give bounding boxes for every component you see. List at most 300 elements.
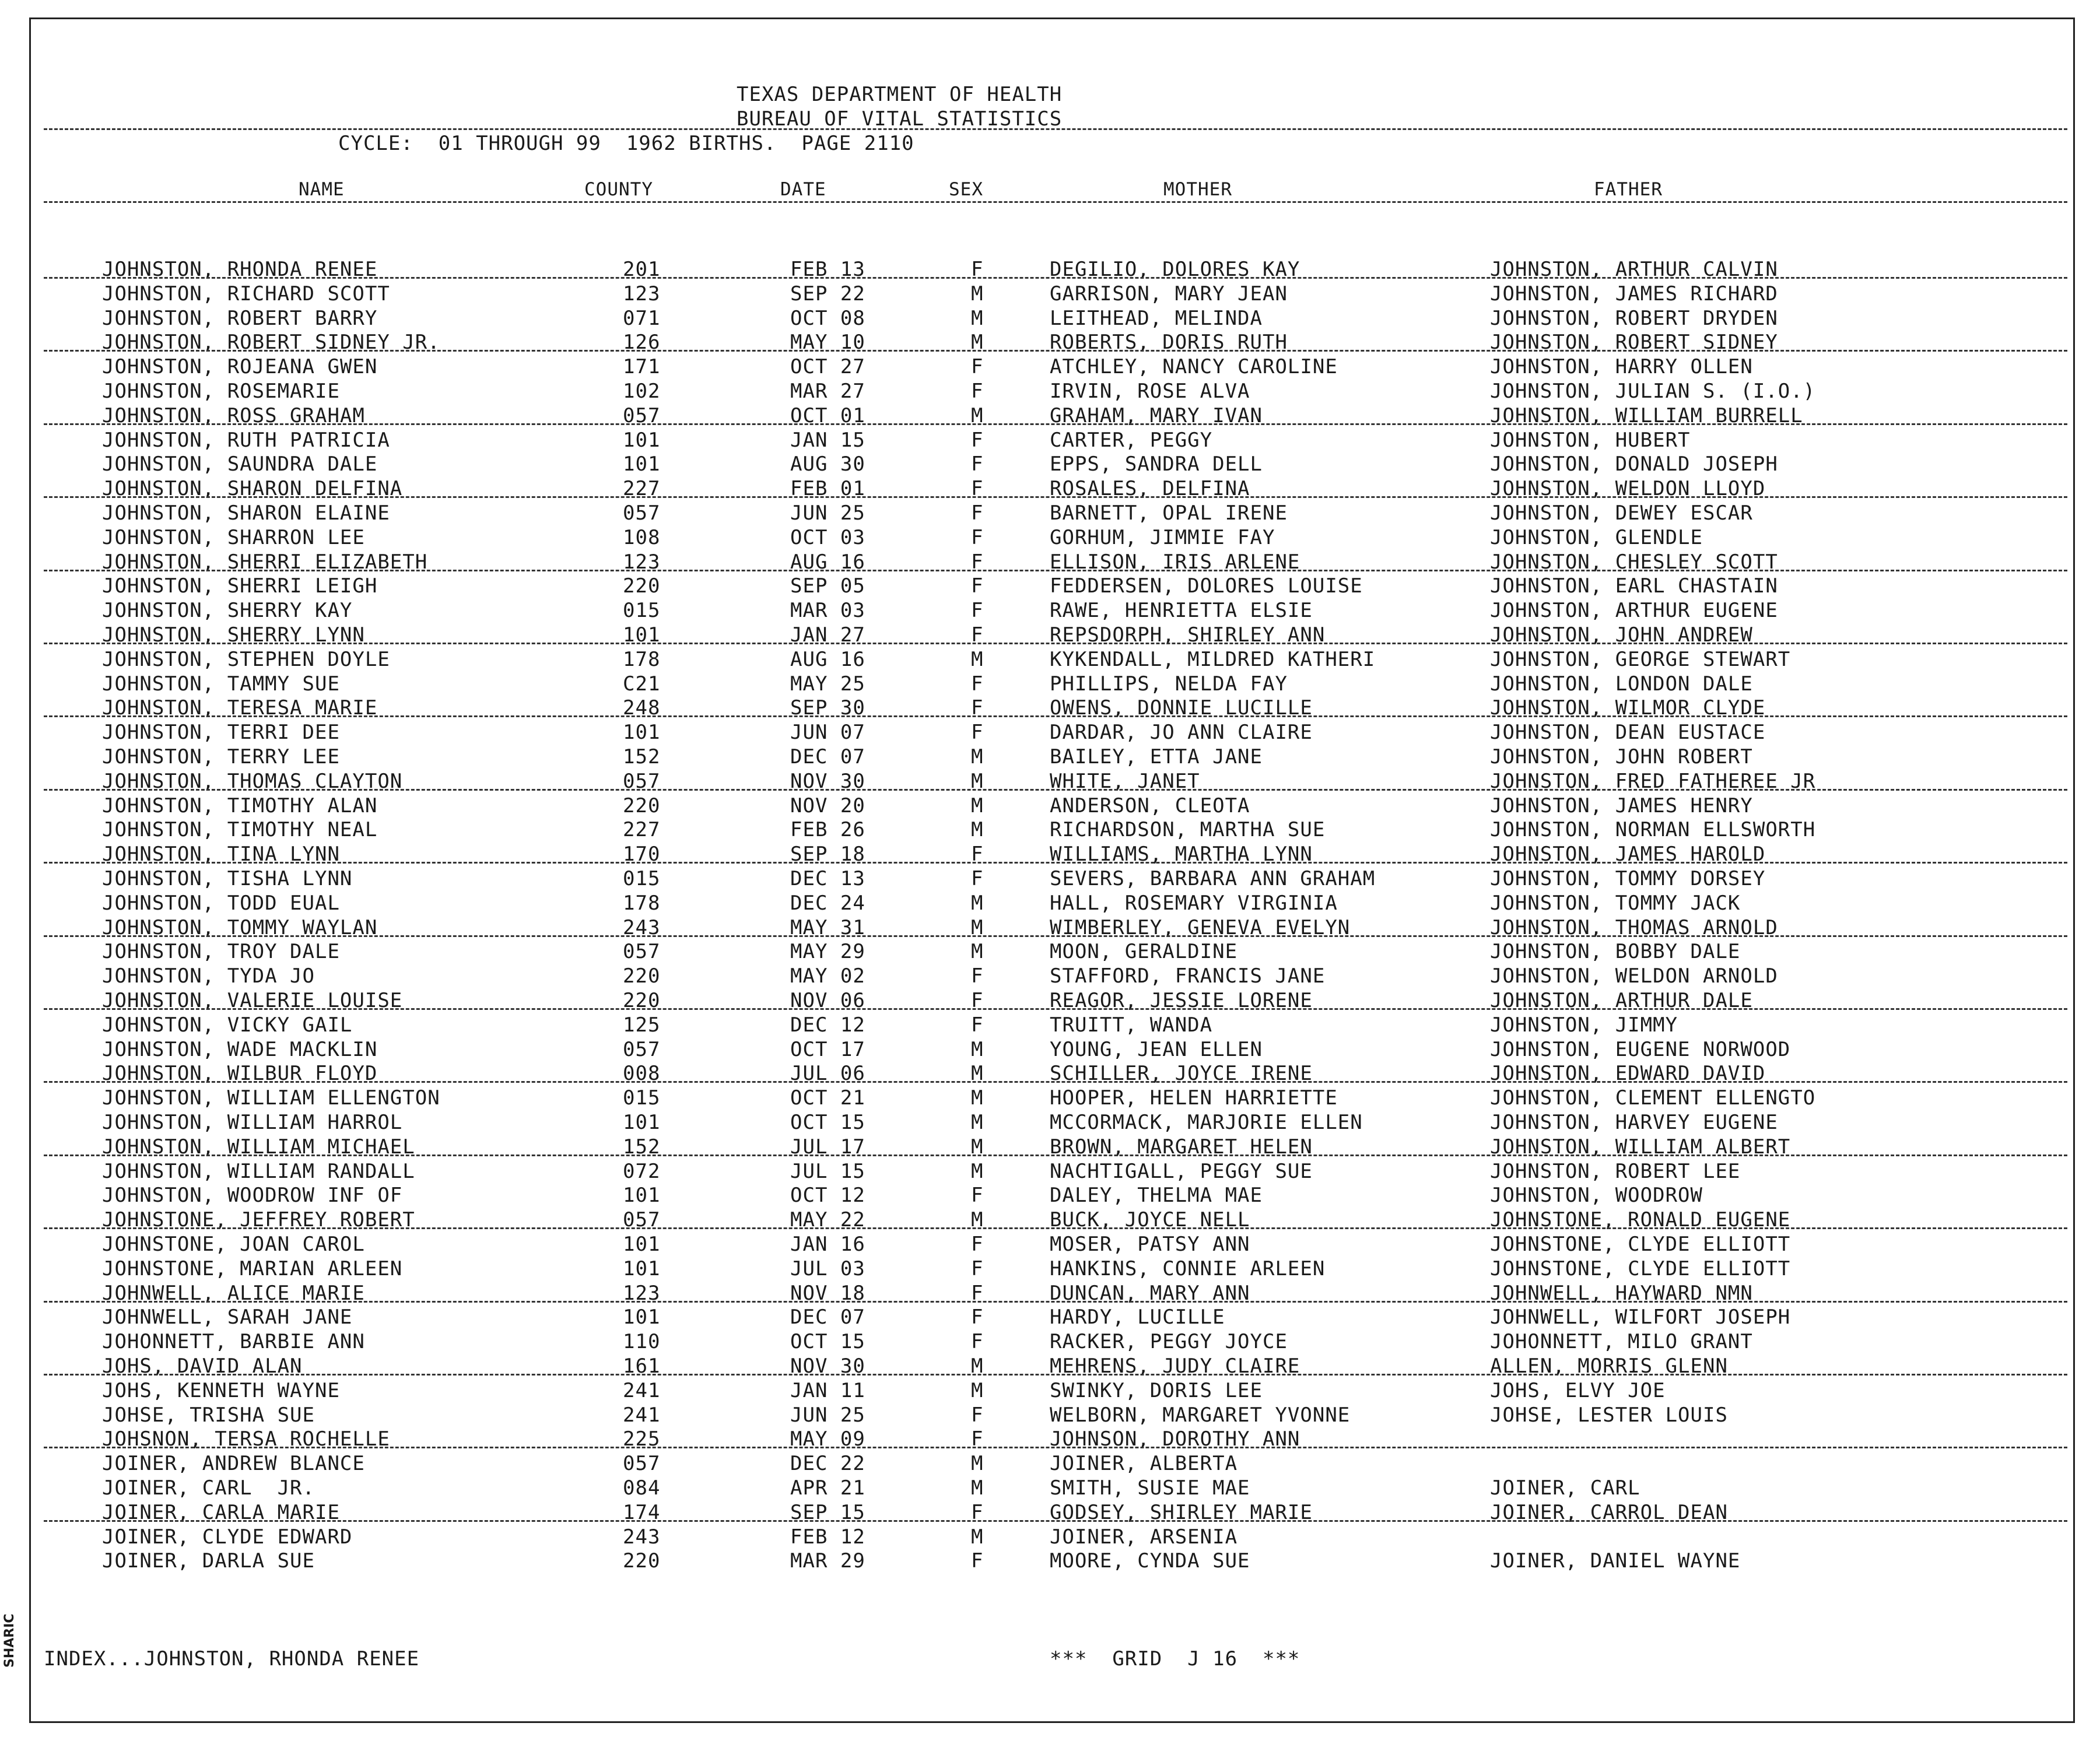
- record-name: JOHNWELL, ALICE MARIE: [102, 1281, 365, 1305]
- record-mother: WHITE, JANET: [1050, 769, 1200, 793]
- record-name: JOHNSTON, SHARON ELAINE: [102, 501, 390, 525]
- record-name: JOHNSTON, ROBERT BARRY: [102, 306, 378, 330]
- record-sex: F: [971, 1257, 984, 1280]
- record-county: 101: [623, 1233, 661, 1256]
- record-mother: LEITHEAD, MELINDA: [1050, 306, 1263, 330]
- record-row: [0, 1232, 2100, 1257]
- record-father: JOHNWELL, WILFORT JOSEPH: [1490, 1306, 1791, 1329]
- record-mother: GODSEY, SHIRLEY MARIE: [1050, 1500, 1313, 1524]
- record-father: JOHNSTON, THOMAS ARNOLD: [1490, 915, 1778, 939]
- record-row: [0, 623, 2100, 647]
- record-row: [0, 306, 2100, 331]
- record-father: JOHNSTON, ARTHUR DALE: [1490, 989, 1753, 1012]
- record-mother: WELBORN, MARGARET YVONNE: [1050, 1403, 1351, 1427]
- record-date: NOV 18: [790, 1281, 865, 1305]
- record-mother: MCCORMACK, MARJORIE ELLEN: [1050, 1111, 1363, 1134]
- record-row: [0, 1257, 2100, 1281]
- record-mother: MOSER, PATSY ANN: [1050, 1233, 1250, 1256]
- record-date: JAN 27: [790, 623, 865, 647]
- record-date: MAY 25: [790, 672, 865, 696]
- record-sex: F: [971, 1403, 984, 1427]
- record-row: [0, 696, 2100, 720]
- record-date: JUN 07: [790, 721, 865, 745]
- record-sex: M: [971, 647, 984, 671]
- record-sex: F: [971, 1427, 984, 1451]
- record-row: [0, 476, 2100, 501]
- record-date: DEC 12: [790, 1013, 865, 1037]
- record-name: JOINER, CARLA MARIE: [102, 1500, 340, 1524]
- record-father: JOHNSTON, CHESLEY SCOTT: [1490, 550, 1778, 574]
- record-mother: OWENS, DONNIE LUCILLE: [1050, 696, 1313, 720]
- record-sex: F: [971, 843, 984, 866]
- record-sex: M: [971, 331, 984, 355]
- record-sex: F: [971, 501, 984, 525]
- record-mother: MOON, GERALDINE: [1050, 940, 1238, 964]
- record-date: NOV 30: [790, 1355, 865, 1378]
- record-mother: RICHARDSON, MARTHA SUE: [1050, 818, 1326, 842]
- record-father: JOHNSTON, BOBBY DALE: [1490, 940, 1741, 964]
- record-father: JOHNSTON, CLEMENT ELLENGTO: [1490, 1086, 1816, 1110]
- record-row: [0, 720, 2100, 745]
- record-row: [0, 988, 2100, 1013]
- record-county: 170: [623, 843, 661, 866]
- record-county: 126: [623, 331, 661, 355]
- record-row: [0, 1378, 2100, 1403]
- record-county: 241: [623, 1378, 661, 1402]
- record-name: JOHNSTON, WADE MACKLIN: [102, 1037, 378, 1061]
- record-county: 243: [623, 915, 661, 939]
- record-name: JOHSNON, TERSA ROCHELLE: [102, 1427, 390, 1451]
- record-date: JAN 15: [790, 428, 865, 452]
- record-father: JOHNSTON, JAMES HENRY: [1490, 794, 1753, 817]
- record-sex: M: [971, 1037, 984, 1061]
- record-county: 220: [623, 1549, 661, 1573]
- record-sex: M: [971, 306, 984, 330]
- record-sex: F: [971, 1330, 984, 1354]
- record-mother: REAGOR, JESSIE LORENE: [1050, 989, 1313, 1012]
- record-father: JOHNSTON, ROBERT DRYDEN: [1490, 306, 1778, 330]
- record-sex: F: [971, 964, 984, 988]
- column-header-date: DATE: [780, 179, 826, 200]
- record-date: SEP 15: [790, 1500, 865, 1524]
- record-row: [0, 769, 2100, 794]
- record-father: JOHNSTON, ARTHUR EUGENE: [1490, 599, 1778, 623]
- record-mother: ATCHLEY, NANCY CAROLINE: [1050, 355, 1338, 379]
- record-mother: HANKINS, CONNIE ARLEEN: [1050, 1257, 1326, 1280]
- record-county: 161: [623, 1355, 661, 1378]
- record-date: FEB 12: [790, 1525, 865, 1549]
- record-date: JUL 06: [790, 1062, 865, 1086]
- record-name: JOHNSTONE, JEFFREY ROBERT: [102, 1208, 415, 1232]
- record-father: JOHNSTON, ROBERT SIDNEY: [1490, 331, 1778, 355]
- record-name: JOHNSTON, TYDA JO: [102, 964, 315, 988]
- record-father: JOHNSTON, LONDON DALE: [1490, 672, 1753, 696]
- record-date: JAN 16: [790, 1233, 865, 1256]
- record-mother: JOHNSON, DOROTHY ANN: [1050, 1427, 1300, 1451]
- record-county: 241: [623, 1403, 661, 1427]
- record-father: JOHNSTON, JOHN ROBERT: [1490, 745, 1753, 769]
- record-father: JOHNSTON, DONALD JOSEPH: [1490, 452, 1778, 476]
- record-county: 057: [623, 769, 661, 793]
- record-row: [0, 672, 2100, 696]
- column-header-father: FATHER: [1594, 179, 1663, 200]
- record-county: 101: [623, 1111, 661, 1134]
- record-county: 225: [623, 1427, 661, 1451]
- record-date: JAN 11: [790, 1378, 865, 1402]
- record-mother: ROBERTS, DORIS RUTH: [1050, 331, 1288, 355]
- record-sex: F: [971, 355, 984, 379]
- record-father: JOHNSTON, JULIAN S. (I.O.): [1490, 380, 1816, 403]
- record-sex: F: [971, 1013, 984, 1037]
- record-county: 101: [623, 428, 661, 452]
- record-county: 171: [623, 355, 661, 379]
- record-date: OCT 01: [790, 403, 865, 427]
- record-name: JOINER, CARL JR.: [102, 1476, 315, 1500]
- record-county: 174: [623, 1500, 661, 1524]
- record-name: JOHNSTON, TIMOTHY NEAL: [102, 818, 378, 842]
- record-sex: F: [971, 623, 984, 647]
- record-sex: M: [971, 818, 984, 842]
- record-date: MAY 09: [790, 1427, 865, 1451]
- record-date: OCT 15: [790, 1330, 865, 1354]
- column-header-sex: SEX: [949, 179, 983, 200]
- record-row: [0, 1110, 2100, 1135]
- header-divider: [44, 128, 2067, 130]
- record-county: 178: [623, 647, 661, 671]
- record-county: 102: [623, 380, 661, 403]
- record-date: FEB 26: [790, 818, 865, 842]
- record-row: [0, 1037, 2100, 1062]
- record-row: [0, 1329, 2100, 1354]
- record-name: JOHNSTON, TODD EUAL: [102, 891, 340, 915]
- record-name: JOHNWELL, SARAH JANE: [102, 1306, 353, 1329]
- record-row: [0, 428, 2100, 452]
- record-row: [0, 574, 2100, 598]
- record-sex: F: [971, 1306, 984, 1329]
- record-row: [0, 647, 2100, 672]
- record-name: JOHNSTON, WILBUR FLOYD: [102, 1062, 378, 1086]
- record-date: OCT 08: [790, 306, 865, 330]
- record-name: JOHNSTON, ROBERT SIDNEY JR.: [102, 331, 440, 355]
- record-row: [0, 257, 2100, 282]
- record-county: 057: [623, 1452, 661, 1476]
- record-father: JOHNSTON, GEORGE STEWART: [1490, 647, 1791, 671]
- record-sex: M: [971, 915, 984, 939]
- record-row: [0, 1208, 2100, 1232]
- record-name: JOHNSTON, WILLIAM ELLENGTON: [102, 1086, 440, 1110]
- record-name: JOHSE, TRISHA SUE: [102, 1403, 315, 1427]
- record-row: [0, 1451, 2100, 1476]
- record-mother: BARNETT, OPAL IRENE: [1050, 501, 1288, 525]
- record-county: 015: [623, 599, 661, 623]
- record-date: OCT 03: [790, 525, 865, 549]
- column-header-divider: [44, 201, 2067, 203]
- record-mother: SMITH, SUSIE MAE: [1050, 1476, 1250, 1500]
- record-county: 057: [623, 403, 661, 427]
- record-county: 108: [623, 525, 661, 549]
- record-mother: JOINER, ARSENIA: [1050, 1525, 1238, 1549]
- record-mother: GORHUM, JIMMIE FAY: [1050, 525, 1275, 549]
- record-mother: BAILEY, ETTA JANE: [1050, 745, 1263, 769]
- record-mother: ROSALES, DELFINA: [1050, 477, 1250, 501]
- record-date: OCT 17: [790, 1037, 865, 1061]
- record-name: JOHNSTON, TERESA MARIE: [102, 696, 378, 720]
- record-row: [0, 891, 2100, 915]
- record-name: JOHNSTON, ROJEANA GWEN: [102, 355, 378, 379]
- record-row: [0, 1403, 2100, 1427]
- record-father: JOHSE, LESTER LOUIS: [1490, 1403, 1728, 1427]
- record-father: JOHS, ELVY JOE: [1490, 1378, 1666, 1402]
- record-sex: F: [971, 1233, 984, 1256]
- record-name: JOHNSTON, VICKY GAIL: [102, 1013, 353, 1037]
- record-mother: GARRISON, MARY JEAN: [1050, 282, 1288, 306]
- record-name: JOHNSTON, SAUNDRA DALE: [102, 452, 378, 476]
- record-date: MAY 29: [790, 940, 865, 964]
- record-row: [0, 501, 2100, 525]
- record-row: [0, 964, 2100, 988]
- record-name: JOHNSTON, STEPHEN DOYLE: [102, 647, 390, 671]
- record-mother: SEVERS, BARBARA ANN GRAHAM: [1050, 867, 1376, 890]
- record-sex: F: [971, 1184, 984, 1208]
- record-sex: F: [971, 989, 984, 1012]
- record-name: JOHNSTON, TAMMY SUE: [102, 672, 340, 696]
- record-county: 057: [623, 1037, 661, 1061]
- record-father: JOHNWELL, HAYWARD NMN: [1490, 1281, 1753, 1305]
- record-father: JOINER, CARROL DEAN: [1490, 1500, 1728, 1524]
- record-county: 015: [623, 1086, 661, 1110]
- record-sex: M: [971, 1208, 984, 1232]
- record-father: JOHNSTON, DEWEY ESCAR: [1490, 501, 1753, 525]
- record-county: 123: [623, 1281, 661, 1305]
- record-county: 227: [623, 477, 661, 501]
- record-mother: JOINER, ALBERTA: [1050, 1452, 1238, 1476]
- index-line: INDEX...JOHNSTON, RHONDA RENEE: [44, 1647, 420, 1671]
- record-name: JOHNSTON, RICHARD SCOTT: [102, 282, 390, 306]
- record-row: [0, 550, 2100, 574]
- record-sex: F: [971, 574, 984, 598]
- record-county: 178: [623, 891, 661, 915]
- record-date: SEP 30: [790, 696, 865, 720]
- record-sex: M: [971, 1159, 984, 1183]
- record-name: JOHNSTON, WOODROW INF OF: [102, 1184, 403, 1208]
- record-father: JOHNSTON, ROBERT LEE: [1490, 1159, 1741, 1183]
- record-county: 057: [623, 1208, 661, 1232]
- record-name: JOHNSTON, ROSS GRAHAM: [102, 403, 365, 427]
- record-sex: M: [971, 1135, 984, 1159]
- record-county: 201: [623, 258, 661, 281]
- record-name: JOHNSTON, WILLIAM RANDALL: [102, 1159, 415, 1183]
- record-date: MAR 27: [790, 380, 865, 403]
- record-county: 084: [623, 1476, 661, 1500]
- record-father: JOHNSTONE, CLYDE ELLIOTT: [1490, 1233, 1791, 1256]
- record-name: JOHNSTON, TIMOTHY ALAN: [102, 794, 378, 817]
- record-row: [0, 1135, 2100, 1159]
- record-date: FEB 13: [790, 258, 865, 281]
- record-father: JOHNSTON, ARTHUR CALVIN: [1490, 258, 1778, 281]
- record-row: [0, 794, 2100, 818]
- record-name: JOHNSTON, SHARRON LEE: [102, 525, 365, 549]
- record-date: DEC 22: [790, 1452, 865, 1476]
- record-name: JOHNSTON, TISHA LYNN: [102, 867, 353, 890]
- record-county: 248: [623, 696, 661, 720]
- record-sex: M: [971, 1525, 984, 1549]
- record-mother: RAWE, HENRIETTA ELSIE: [1050, 599, 1313, 623]
- record-mother: PHILLIPS, NELDA FAY: [1050, 672, 1288, 696]
- record-mother: STAFFORD, FRANCIS JANE: [1050, 964, 1326, 988]
- record-name: JOHNSTON, THOMAS CLAYTON: [102, 769, 403, 793]
- record-name: JOHNSTON, WILLIAM HARROL: [102, 1111, 403, 1134]
- record-father: JOHNSTONE, CLYDE ELLIOTT: [1490, 1257, 1791, 1280]
- record-mother: MEHRENS, JUDY CLAIRE: [1050, 1355, 1300, 1378]
- record-county: 101: [623, 721, 661, 745]
- record-sex: F: [971, 428, 984, 452]
- record-father: JOHNSTON, HARRY OLLEN: [1490, 355, 1753, 379]
- record-mother: DEGILIO, DOLORES KAY: [1050, 258, 1300, 281]
- record-father: JOHONNETT, MILO GRANT: [1490, 1330, 1753, 1354]
- record-row: [0, 817, 2100, 842]
- record-row: [0, 1281, 2100, 1306]
- record-mother: FEDDERSEN, DOLORES LOUISE: [1050, 574, 1363, 598]
- side-label: SHARIC: [2, 1613, 17, 1668]
- record-date: NOV 06: [790, 989, 865, 1012]
- record-sex: M: [971, 891, 984, 915]
- record-date: JUL 17: [790, 1135, 865, 1159]
- record-sex: F: [971, 696, 984, 720]
- record-sex: M: [971, 1086, 984, 1110]
- record-row: [0, 745, 2100, 769]
- record-county: 125: [623, 1013, 661, 1037]
- record-mother: HALL, ROSEMARY VIRGINIA: [1050, 891, 1338, 915]
- record-county: 227: [623, 818, 661, 842]
- record-sex: M: [971, 794, 984, 817]
- record-sex: F: [971, 721, 984, 745]
- record-father: JOHNSTON, JOHN ANDREW: [1490, 623, 1753, 647]
- record-date: FEB 01: [790, 477, 865, 501]
- record-row: [0, 1183, 2100, 1208]
- record-row: [0, 598, 2100, 623]
- record-county: 123: [623, 550, 661, 574]
- record-row: [0, 355, 2100, 379]
- record-father: JOHNSTON, EUGENE NORWOOD: [1490, 1037, 1791, 1061]
- record-father: JOINER, DANIEL WAYNE: [1490, 1549, 1741, 1573]
- record-county: 101: [623, 1184, 661, 1208]
- record-row: [0, 866, 2100, 891]
- record-father: JOHNSTON, WELDON LLOYD: [1490, 477, 1766, 501]
- record-father: JOHNSTON, WILLIAM ALBERT: [1490, 1135, 1791, 1159]
- record-county: 152: [623, 1135, 661, 1159]
- record-father: JOHNSTON, WOODROW: [1490, 1184, 1703, 1208]
- record-county: 057: [623, 940, 661, 964]
- record-mother: BROWN, MARGARET HELEN: [1050, 1135, 1313, 1159]
- record-name: JOHNSTON, ROSEMARIE: [102, 380, 340, 403]
- record-name: JOHNSTON, SHERRY KAY: [102, 599, 353, 623]
- record-name: JOHNSTON, VALERIE LOUISE: [102, 989, 403, 1012]
- record-row: [0, 1013, 2100, 1037]
- bureau-title: BUREAU OF VITAL STATISTICS: [737, 107, 1063, 131]
- record-sex: M: [971, 1452, 984, 1476]
- record-county: 101: [623, 1257, 661, 1280]
- record-sex: M: [971, 1378, 984, 1402]
- record-mother: WIMBERLEY, GENEVA EVELYN: [1050, 915, 1351, 939]
- record-name: JOHNSTON, TINA LYNN: [102, 843, 340, 866]
- record-father: JOHNSTON, WILLIAM BURRELL: [1490, 403, 1803, 427]
- record-name: JOHS, KENNETH WAYNE: [102, 1378, 340, 1402]
- record-mother: DUNCAN, MARY ANN: [1050, 1281, 1250, 1305]
- record-mother: GRAHAM, MARY IVAN: [1050, 403, 1263, 427]
- record-date: DEC 13: [790, 867, 865, 890]
- record-father: JOINER, CARL: [1490, 1476, 1640, 1500]
- record-row: [0, 1086, 2100, 1110]
- record-row: [0, 1159, 2100, 1184]
- record-sex: F: [971, 1281, 984, 1305]
- record-county: 243: [623, 1525, 661, 1549]
- record-name: JOHNSTON, SHARON DELFINA: [102, 477, 403, 501]
- record-name: JOINER, CLYDE EDWARD: [102, 1525, 353, 1549]
- record-sex: M: [971, 282, 984, 306]
- record-father: JOHNSTON, HARVEY EUGENE: [1490, 1111, 1778, 1134]
- record-name: JOHNSTON, SHERRI LEIGH: [102, 574, 378, 598]
- record-father: JOHNSTON, JIMMY: [1490, 1013, 1678, 1037]
- record-sex: F: [971, 599, 984, 623]
- record-sex: M: [971, 1062, 984, 1086]
- record-date: MAY 22: [790, 1208, 865, 1232]
- record-row: [0, 379, 2100, 403]
- record-father: JOHNSTON, TOMMY JACK: [1490, 891, 1741, 915]
- record-county: 220: [623, 964, 661, 988]
- record-sex: M: [971, 1476, 984, 1500]
- record-date: DEC 07: [790, 745, 865, 769]
- record-date: NOV 20: [790, 794, 865, 817]
- record-name: JOINER, ANDREW BLANCE: [102, 1452, 365, 1476]
- record-date: AUG 16: [790, 647, 865, 671]
- record-county: 101: [623, 623, 661, 647]
- record-row: [0, 452, 2100, 476]
- grid-reference: *** GRID J 16 ***: [1050, 1647, 1300, 1671]
- record-mother: ANDERSON, CLEOTA: [1050, 794, 1250, 817]
- record-county: 220: [623, 989, 661, 1012]
- record-sex: M: [971, 769, 984, 793]
- record-father: JOHNSTON, FRED FATHEREE JR: [1490, 769, 1816, 793]
- record-county: 057: [623, 501, 661, 525]
- record-father: JOHNSTON, TOMMY DORSEY: [1490, 867, 1766, 890]
- record-mother: TRUITT, WANDA: [1050, 1013, 1213, 1037]
- record-date: OCT 12: [790, 1184, 865, 1208]
- record-date: JUL 03: [790, 1257, 865, 1280]
- record-date: DEC 07: [790, 1306, 865, 1329]
- record-name: JOHNSTON, SHERRY LYNN: [102, 623, 365, 647]
- record-father: JOHNSTON, DEAN EUSTACE: [1490, 721, 1766, 745]
- record-mother: REPSDORPH, SHIRLEY ANN: [1050, 623, 1326, 647]
- record-sex: F: [971, 477, 984, 501]
- record-row: [0, 1354, 2100, 1378]
- record-row: [0, 1305, 2100, 1329]
- record-father: JOHNSTON, JAMES RICHARD: [1490, 282, 1778, 306]
- record-name: JOHONNETT, BARBIE ANN: [102, 1330, 365, 1354]
- record-date: MAY 10: [790, 331, 865, 355]
- record-county: 015: [623, 867, 661, 890]
- column-header-county: COUNTY: [584, 179, 653, 200]
- record-father: JOHNSTON, EARL CHASTAIN: [1490, 574, 1778, 598]
- record-county: 071: [623, 306, 661, 330]
- record-date: JUN 25: [790, 1403, 865, 1427]
- record-sex: F: [971, 452, 984, 476]
- record-date: NOV 30: [790, 769, 865, 793]
- record-name: JOHNSTONE, MARIAN ARLEEN: [102, 1257, 403, 1280]
- record-county: 110: [623, 1330, 661, 1354]
- record-mother: CARTER, PEGGY: [1050, 428, 1213, 452]
- record-name: JOHNSTON, WILLIAM MICHAEL: [102, 1135, 415, 1159]
- record-sex: F: [971, 1549, 984, 1573]
